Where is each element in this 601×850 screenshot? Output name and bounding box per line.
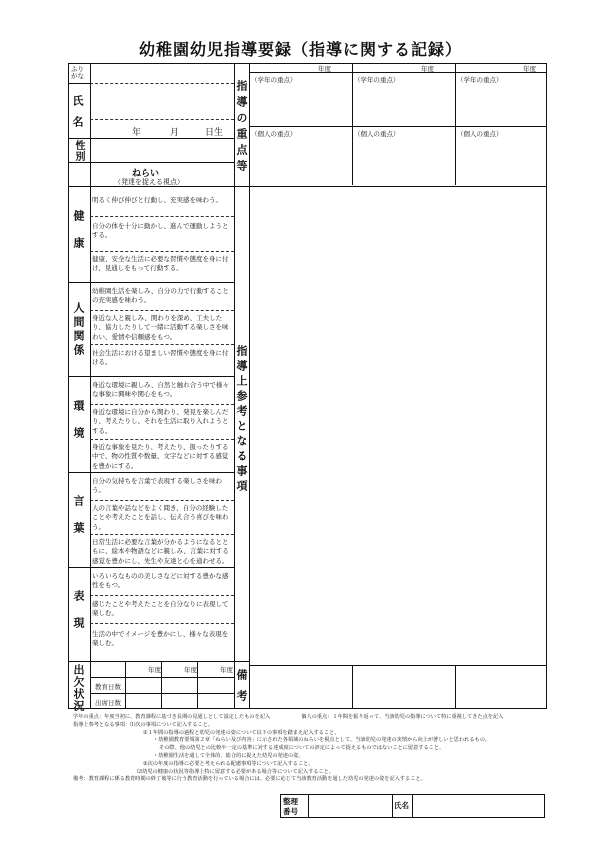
attendance-year-1: 年度 [148,666,161,674]
nerai-title: ねらい [132,169,160,179]
grade-focus-label-1: （学年の重点） [251,76,297,84]
relations-item-3: 社会生活における望ましい習慣や態度を身に付ける。 [92,349,229,367]
nerai-subtitle: （発達を捉える視点） [114,178,184,186]
health-item-3: 健康、安全な生活に必要な習慣や態度を身に付け、見通しをもって行動する。 [92,255,229,273]
year-label-2: 年度 [421,65,434,73]
remarks-label: 備考 [235,669,248,711]
reference-label: 指導上参考となる事項 [235,345,248,495]
attendance-days-label: 出席日数 [95,699,121,707]
instruction-notes [73,714,553,784]
year-label-3: 年度 [523,65,536,73]
note-line: 学年の重点：年度当初に、教育課程に基づき長期の見通しとして設定したものを記入 個人の重点：１年間を振り返って、当該幼児の指導について特に重視してきた点を記入 [73,714,504,720]
gender-label: 性別 [73,140,84,162]
individual-focus-label-3: （個人の重点） [457,130,503,138]
environment-item-2: 身近な環境に自分から関わり、発見を楽しんだり、考えたりし、それを生活に取り入れようとする。 [92,408,229,435]
expression-item-1: いろいろなものの美しさなどに対する豊かな感性をもつ。 [92,572,229,590]
attendance-label: 出欠状況 [72,664,85,712]
note-line: 指導上参考となる事項：⑴次の事項について記入すること。 [73,721,213,728]
relations-item-1: 幼稚園生活を楽しみ、自分の力で行動することの充実感を味わう。 [92,287,229,305]
language-item-3: 日常生活に必要な言葉が分かるようになるとともに、絵本や物語などに親しみ、言葉に対する感覚を豊かにし、先生や友達と心を通わせる。 [92,538,229,565]
education-days-label: 教育日数 [95,683,121,691]
expression-item-2: 感じたことや考えたことを自分なりに表現して楽しむ。 [92,600,229,618]
language-item-2: 人の言葉や話などをよく聞き、自分の経験したことや考えたことを話し、伝え合う喜びを味わう。 [92,504,229,531]
note-line: ・幼稚園生活を通して全体的、総合的に捉えた幼児の発達の姿。 [153,752,304,759]
furigana-label: ふりがな [71,65,84,81]
area-expression: 表現 [72,590,85,644]
year-label-1: 年度 [318,65,331,73]
area-language: 言葉 [72,495,85,549]
grade-focus-label-2: （学年の重点） [354,76,400,84]
note-line: ①１年間の指導の過程と幼児の発達の姿について以下の事項を踏まえ記入すること。 [143,729,340,736]
area-environment: 環境 [72,400,85,454]
note-line: 備考：教育課程に係る教育時間の終了後等に行う教育活動を行っている場合には、必要に応じて当該教育活動を通した幼児の発達の姿を記入すること。 [73,776,426,783]
footer-name-label: 氏名 [394,801,409,810]
individual-focus-label-2: （個人の重点） [354,130,400,138]
attendance-year-2: 年度 [184,666,197,674]
note-line: ⑵幼児の健康の状況等指導上特に留意する必要がある場合等について記入すること。 [137,768,335,775]
bango-label: 番号 [283,807,298,816]
health-item-1: 明るく伸び伸びと行動し、充実感を味わう。 [92,196,222,204]
birth-month: 月 [170,128,180,138]
environment-item-1: 身近な環境に親しみ、自然と触れ合う中で様々な事象に興味や関心をもつ。 [92,381,229,399]
environment-item-3: 身近な事象を見たり、考えたり、扱ったりする中で、物の性質や数量、文字などに対する感覚を豊かにする。 [92,443,229,470]
area-health: 健康 [72,210,85,264]
grade-focus-label-3: （学年の重点） [457,76,503,84]
birth-year: 年 [132,128,142,138]
individual-focus-label-1: （個人の重点） [251,130,297,138]
language-item-1: 自分の気持ちを言葉で表現する楽しさを味わう。 [92,477,222,495]
health-item-2: 自分の体を十分に動かし、進んで運動しようとする。 [92,222,229,240]
goals-label: 指導の重点等 [235,80,248,176]
area-relations: 人間関係 [72,302,85,358]
birth-day: 日生 [205,128,224,138]
note-line: その際、他の幼児との比較や一定の基準に対する達成度についての評定によって捉えるものではないことに留意すること。 [159,745,445,752]
expression-item-3: 生活の中でイメージを豊かにし、様々な表現を楽しむ。 [92,630,229,648]
note-line: ②次の年度の指導に必要と考えられる配慮事項等について記入すること。 [143,760,314,767]
page-title: 幼稚園幼児指導要録（指導に関する記録） [138,40,462,59]
name-label: 氏名 [71,95,84,137]
relations-item-2: 身近な人と親しみ、関わりを深め、工夫したり、協力したりして一緒に活動する楽しさを味わい、愛情や信頼感をもつ。 [92,314,229,341]
note-line: ・幼稚園教育要領第２章「ねらい及び内容」に示された各領域のねらいを視点として、当該幼児の発達の実情から向上が著しいと思われるもの。 [153,737,490,744]
seiri-label: 整理 [283,797,298,806]
attendance-year-3: 年度 [220,666,233,674]
